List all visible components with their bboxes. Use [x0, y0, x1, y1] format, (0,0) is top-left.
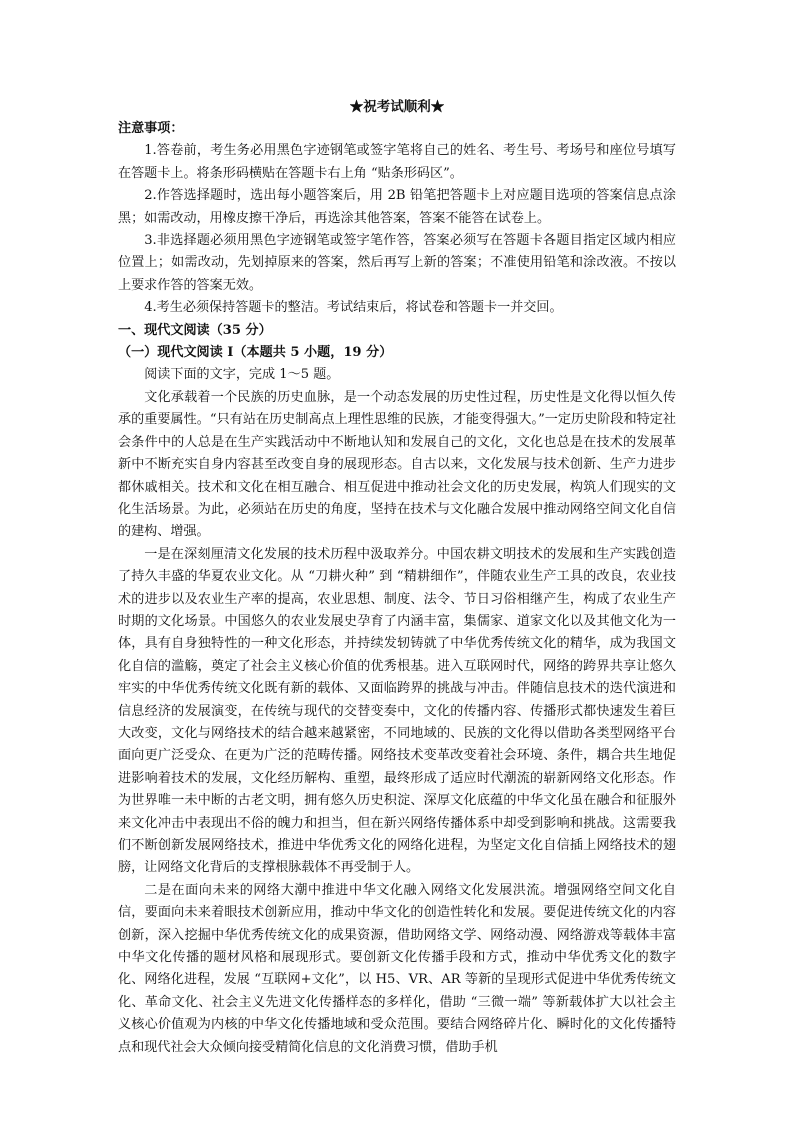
- notice-item: 3.非选择题必须用黑色字迹钢笔或签字笔作答，答案必须写在答题卡各题目指定区域内相应位置上；如需改动，先划掉原来的答案，然后再写上新的答案；不准使用铅笔和涂改液。不按以上要求作答的答案无效。: [118, 233, 676, 293]
- passage-paragraph: 一是在深刻厘清文化发展的技术历程中汲取养分。中国农耕文明技术的发展和生产实践创造了持久丰盛的华夏农业文化。从 “刀耕火种” 到 “精耕细作”，伴随农业生产工具的改良，农业技术的进步以及农业生产率的提高，农业思想、制度、法令、节日习俗相继产生，构成了农业生产时期的文化场景。中国悠久的农业发展史孕育了内涵丰富，集儒家、道家文化以及其他文化为一体，具有自身独特性的一种文化形态，并持续发轫铸就了中华优秀传统文化的精华，成为我国文化自信的滥觞，奠定了社会主义核心价值的优秀根基。进入互联网时代，网络的跨界共享让悠久牢实的中华优秀传统文化既有新的载体、又面临跨界的挑战与冲击。伴随信息技术的迭代演进和信息经济的发展演变，在传统与现代的交替变奏中，文化的传播内容、传播形式都快速发生着巨大改变，文化与网络技术的结合越来越紧密，不同地域的、民族的文化得以借助各类型网络平台面向更广泛受众、在更为广泛的范畴传播。网络技术变革改变着社会环境、条件，耦合共生地促进影响着技术的发展，文化经历解构、重塑，最终形成了适应时代潮流的崭新网络文化形态。作为世界唯一未中断的古老文明，拥有悠久历史积淀、深厚文化底蕴的中华文化虽在融合和征服外来文化冲击中表现出不俗的魄力和担当，但在新兴网络传播体系中却受到影响和挑战。这需要我们不断创新发展网络技术，推进中华优秀文化的网络化进程，为坚定文化自信插上网络技术的翅膀，让网络文化背后的支撑根脉载体不再受制于人。: [118, 546, 676, 876]
- reading-instruction: 阅读下面的文字，完成 1～5 题。: [144, 367, 340, 383]
- passage-paragraph: 文化承载着一个民族的历史血脉，是一个动态发展的历史性过程，历史性是文化得以恒久传承的重要属性。“只有站在历史制高点上理性思维的民族，才能变得强大。”一定历史阶段和特定社会条件中的人总是在生产实践活动中不断地认知和发展自己的文化，文化也总是在技术的发展革新中不断充实自身内容甚至改变自身的展现形态。自古以来，文化发展与技术创新、生产力进步都休戚相关。技术和文化在相互融合、相互促进中推动社会文化的历史发展，构筑人们现实的文化生活场景。为此，必须站在历史的角度，坚持在技术与文化融合发展中推动网络空间文化自信的建构、增强。: [118, 389, 676, 540]
- section-heading: 一、现代文阅读（35 分）: [118, 322, 272, 338]
- exam-sheet: [118, 96, 676, 1059]
- notice-heading: 注意事项：: [118, 121, 184, 136]
- blessing-title: ★祝考试顺利★: [349, 99, 445, 115]
- notice-item: 2.作答选择题时，选出每小题答案后，用 2B 铅笔把答题卡上对应题目选项的答案信息点涂黑；如需改动，用橡皮擦干净后，再选涂其他答案，答案不能答在试卷上。: [118, 188, 676, 226]
- notice-item: 4.考生必须保持答题卡的整洁。考试结束后，将试卷和答题卡一并交回。: [144, 300, 563, 316]
- passage-paragraph: 二是在面向未来的网络大潮中推进中华文化融入网络文化发展洪流。增强网络空间文化自信，要面向未来着眼技术创新应用，推动中华文化的创造性转化和发展。要促进传统文化的内容创新，深入挖掘中华优秀传统文化的成果资源，借助网络文学、网络动漫、网络游戏等载体丰富中华文化传播的题材风格和展现形式。要创新文化传播手段和方式，推动中华优秀文化的数字化、网络化进程，发展 “互联网+文化”，以 H5、VR、AR 等新的呈现形式促进中华优秀传统文化、革命文化、社会主义先进文化传播样态的多样化，借助 “三微一端” 等新载体扩大以社会主义核心价值观为内核的中华文化传播地域和受众范围。要结合网络碎片化、瞬时化的文化传播特点和现代社会大众倾向接受精简化信息的文化消费习惯，借助手机: [118, 882, 676, 1055]
- notice-item: 1.答卷前，考生务必用黑色字迹钢笔或签字笔将自己的姓名、考生号、考场号和座位号填写在答题卡上。将条形码横贴在答题卡右上角 “贴条形码区”。: [118, 143, 676, 181]
- subsection-heading: （一）现代文阅读 I（本题共 5 小题，19 分）: [118, 345, 393, 361]
